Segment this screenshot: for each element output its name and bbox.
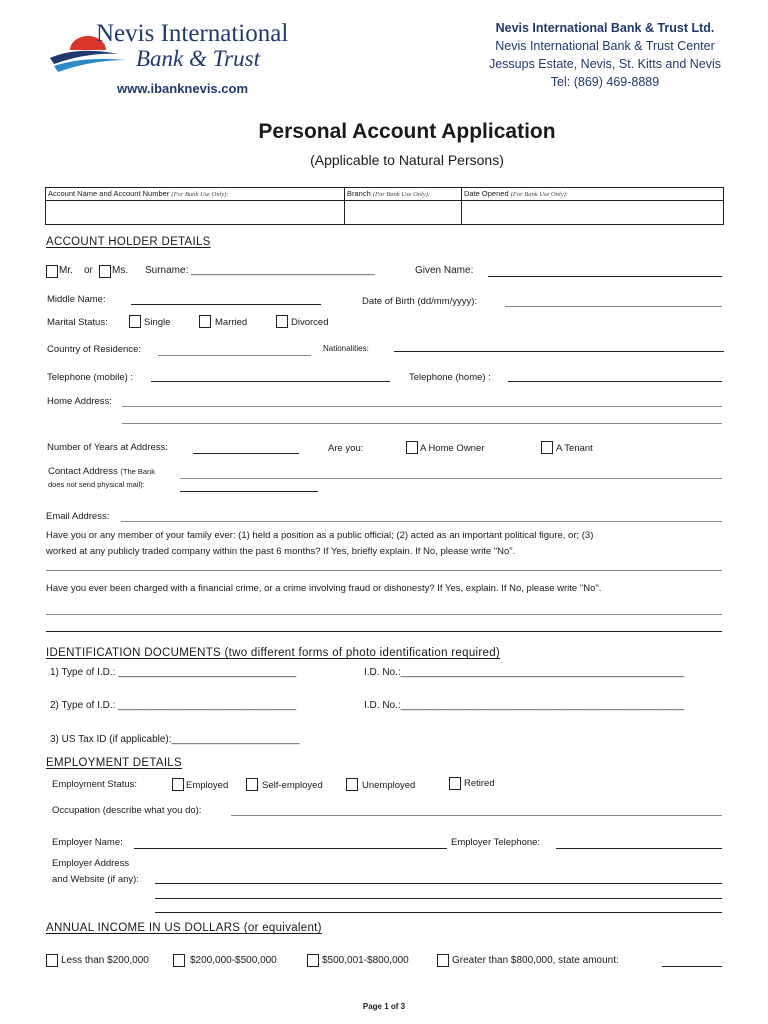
years-at-address-label: Number of Years at Address: [47,442,168,453]
bank-address: Jessups Estate, Nevis, St. Kitts and Nevis [488,57,722,71]
divorced-checkbox[interactable] [276,315,288,328]
tel-mobile-label: Telephone (mobile) : [47,372,134,383]
are-you-label: Are you: [328,443,364,454]
ms-label: Ms. [112,265,129,276]
middle-name-field[interactable] [131,304,321,305]
date-opened-label: Date Opened [464,189,509,198]
account-name-header [46,188,345,201]
dob-field[interactable] [505,306,722,307]
given-name-field[interactable] [488,276,722,277]
branch-field[interactable] [345,201,462,225]
married-checkbox[interactable] [199,315,211,328]
bank-use-table [45,187,724,225]
identification-heading: IDENTIFICATION DOCUMENTS (two different forms of photo identification required) [46,647,501,659]
bank-use-note: (For Bank Use Only): [510,191,568,198]
website-link[interactable]: www.ibanknevis.com [117,81,249,96]
dob-label: Date of Birth (dd/mm/yyyy): [362,296,478,307]
income-opt1-checkbox[interactable] [46,954,58,967]
occupation-label: Occupation (describe what you do): [52,805,202,816]
home-address-field-2[interactable] [122,423,722,424]
single-checkbox[interactable] [129,315,141,328]
contact-address-text: Contact Address [48,466,118,477]
crime-answer-field-2[interactable] [46,631,722,632]
employer-address-label-2: and Website (if any): [52,874,139,885]
employer-address-label-1: Employer Address [52,858,130,869]
income-amount-field[interactable] [662,966,722,967]
us-tax-id-field[interactable]: 3) US Tax ID (if applicable):_______________________ [50,734,300,745]
id2-number-field[interactable]: I.D. No.:___________________________________________________ [364,700,685,711]
page-subtitle: (Applicable to Natural Persons) [310,152,504,168]
home-owner-label: A Home Owner [420,443,485,454]
pep-question-line2: worked at any publicly traded company within the past 6 months? If Yes, briefly explain. If No, please write "No". [46,546,516,557]
mr-checkbox[interactable] [46,265,58,278]
bank-name: Nevis International Bank & Trust Ltd. [495,21,715,35]
account-holder-heading: ACCOUNT HOLDER DETAILS [46,236,211,248]
employed-checkbox[interactable] [172,778,184,791]
account-name-label: Account Name and Account Number [48,189,170,198]
contact-address-field-2[interactable] [180,491,318,492]
employer-tel-label: Employer Telephone: [451,837,541,848]
crime-answer-field-1[interactable] [46,614,722,615]
bank-center: Nevis International Bank & Trust Center [495,39,715,53]
employment-heading: EMPLOYMENT DETAILS [46,757,182,769]
country-field[interactable] [158,355,311,356]
employer-name-label: Employer Name: [52,837,123,848]
branch-header [345,188,462,201]
single-label: Single [144,317,171,328]
page-title: Personal Account Application [258,120,556,143]
nationalities-field[interactable] [394,351,724,352]
tel-home-label: Telephone (home) : [409,372,491,383]
income-opt3-label: $500,001-$800,000 [322,955,409,966]
self-employed-label: Self-employed [262,780,323,791]
nationalities-label: Nationalities: [323,344,369,353]
unemployed-checkbox[interactable] [346,778,358,791]
country-label: Country of Residence: [47,344,141,355]
income-opt4-label: Greater than $800,000, state amount: [452,955,619,966]
employer-address-field-1[interactable] [155,883,722,884]
ms-checkbox[interactable] [99,265,111,278]
home-owner-checkbox[interactable] [406,441,418,454]
marital-status-label: Marital Status: [47,317,108,328]
pep-answer-field[interactable] [46,570,722,571]
years-at-address-field[interactable] [193,453,299,454]
unemployed-label: Unemployed [362,780,416,791]
employer-tel-field[interactable] [556,848,722,849]
middle-name-label: Middle Name: [47,294,106,305]
tel-home-field[interactable] [508,381,722,382]
bank-use-note: (For Bank Use Only): [372,191,431,198]
or-label: or [84,265,93,276]
employer-address-field-2[interactable] [155,898,722,899]
income-opt2-label: $200,000-$500,000 [190,955,277,966]
mr-label: Mr. [59,265,73,276]
logo-text-line1: Nevis International [96,20,289,47]
employed-label: Employed [186,780,229,791]
date-opened-field[interactable] [462,201,724,225]
employer-name-field[interactable] [134,848,447,849]
employment-status-label: Employment Status: [52,779,138,790]
income-heading: ANNUAL INCOME IN US DOLLARS (or equivalent) [46,922,322,934]
id1-number-field[interactable]: I.D. No.:___________________________________________________ [364,667,685,678]
contact-address-label [48,466,155,477]
bank-tel: Tel: (869) 469-8889 [550,75,660,89]
id1-type-field[interactable]: 1) Type of I.D.: ________________________________ [50,667,297,678]
tenant-checkbox[interactable] [541,441,553,454]
employer-address-field-3[interactable] [155,912,722,913]
branch-label: Branch [347,189,371,198]
occupation-field[interactable] [231,815,722,816]
given-name-label: Given Name: [415,265,474,276]
bank-logo [48,20,318,80]
contact-address-field-1[interactable] [180,478,722,479]
tel-mobile-field[interactable] [151,381,390,382]
email-field[interactable] [121,521,722,522]
income-opt2-checkbox[interactable] [173,954,185,967]
retired-checkbox[interactable] [449,777,461,790]
married-label: Married [215,317,248,328]
self-employed-checkbox[interactable] [246,778,258,791]
home-address-label: Home Address: [47,396,112,407]
contact-address-note-2: does not send physical mail): [48,480,145,489]
income-opt4-checkbox[interactable] [437,954,449,967]
logo-text-line2: Bank & Trust [136,46,260,71]
contact-address-note-1: (The Bank [120,467,155,476]
home-address-field-1[interactable] [122,406,722,407]
retired-label: Retired [464,778,495,789]
tenant-label: A Tenant [556,443,593,454]
page-number: Page 1 of 3 [362,1002,406,1011]
id2-type-field[interactable]: 2) Type of I.D.: ________________________________ [50,700,297,711]
income-opt1-label: Less than $200,000 [61,955,149,966]
bank-use-note: (For Bank Use Only): [171,191,229,198]
account-name-field[interactable] [46,201,345,225]
divorced-label: Divorced [291,317,329,328]
email-label: Email Address: [46,511,110,522]
pep-question-line1: Have you or any member of your family ever: (1) held a position as a public official; (2) acted as an important political figure, or; (3) [46,530,594,541]
date-opened-header [462,188,724,201]
crime-question: Have you ever been charged with a financial crime, or a crime involving fraud or dishonesty? If Yes, explain. If No, please write "No". [46,583,602,594]
surname-field[interactable]: Surname: _________________________________ [145,265,375,276]
income-opt3-checkbox[interactable] [307,954,319,967]
